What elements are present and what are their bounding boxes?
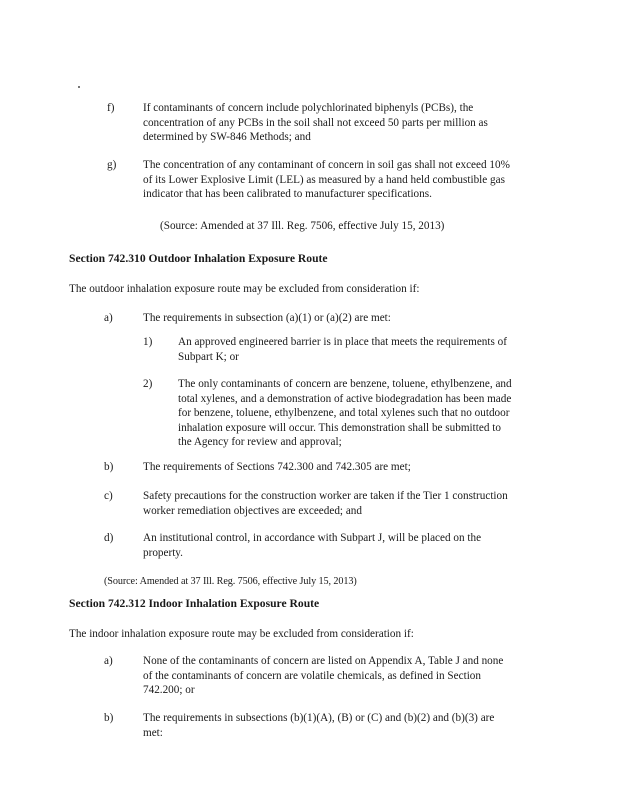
list-item-d: [143, 531, 481, 560]
line: worker remediation objectives are exceeded; and: [143, 504, 362, 517]
list-label-1: 1): [143, 336, 153, 348]
line: Subpart K; or: [178, 350, 239, 363]
list-item-c: [143, 489, 508, 518]
line: indicator that has been calibrated to manufacturer specifications.: [143, 188, 432, 201]
list-label-c: c): [104, 490, 113, 502]
list-label-g: g): [107, 159, 117, 171]
line: of the contaminants of concern are volatile chemicals, as defined in Section: [143, 669, 481, 682]
line: of its Lower Explosive Limit (LEL) as measured by a hand held combustible gas: [143, 173, 505, 186]
line: the Agency for review and approval;: [178, 436, 342, 449]
line: The only contaminants of concern are benzene, toluene, ethylbenzene, and: [178, 378, 512, 390]
line: None of the contaminants of concern are listed on Appendix A, Table J and none: [143, 655, 504, 667]
source-note: (Source: Amended at 37 Ill. Reg. 7506, effective July 15, 2013): [160, 220, 445, 232]
list-item-2: [178, 377, 512, 450]
line: If contaminants of concern include polychlorinated biphenyls (PCBs), the: [143, 102, 474, 114]
source-note: (Source: Amended at 37 Ill. Reg. 7506, effective July 15, 2013): [104, 576, 357, 587]
list-label-a: a): [104, 655, 113, 667]
section-intro: The indoor inhalation exposure route may be excluded from consideration if:: [69, 628, 414, 640]
line: for benzene, toluene, ethylbenzene, and total xylenes such that no outdoor: [178, 407, 510, 420]
list-item-f: [143, 101, 488, 145]
list-label-b: b): [104, 461, 114, 473]
section-heading: Section 742.310 Outdoor Inhalation Exposure Route: [69, 252, 328, 265]
line: Safety precautions for the construction worker are taken if the Tier 1 construction: [143, 490, 508, 502]
list-item-a: [143, 654, 503, 698]
list-label-b: b): [104, 712, 114, 724]
line: An institutional control, in accordance with Subpart J, will be placed on the: [143, 532, 482, 544]
list-item-b: The requirements of Sections 742.300 and 742.305 are met;: [143, 461, 411, 473]
list-label-2: 2): [143, 378, 153, 390]
line: inhalation exposure will occur. This demonstration shall be submitted to: [178, 421, 501, 434]
line: The requirements in subsections (b)(1)(A), (B) or (C) and (b)(2) and (b)(3) are: [143, 712, 495, 724]
list-item-b: [143, 711, 494, 740]
list-label-a: a): [104, 312, 113, 324]
line: An approved engineered barrier is in place that meets the requirements of: [178, 336, 507, 348]
list-item-1: [178, 335, 507, 364]
line: The concentration of any contaminant of concern in soil gas shall not exceed 10%: [143, 159, 510, 171]
line: property.: [143, 546, 183, 559]
line: 742.200; or: [143, 684, 195, 697]
section-heading: Section 742.312 Indoor Inhalation Exposure Route: [69, 597, 320, 610]
list-item-g: [143, 158, 510, 202]
list-label-d: d): [104, 532, 114, 544]
line: determined by SW-846 Methods; and: [143, 131, 311, 144]
section-intro: The outdoor inhalation exposure route may be excluded from consideration if:: [69, 283, 420, 295]
list-item-a: The requirements in subsection (a)(1) or (a)(2) are met:: [143, 312, 391, 324]
list-label-f: f): [107, 102, 115, 114]
line: total xylenes, and a demonstration of active biodegradation has been made: [178, 392, 512, 405]
line: met:: [143, 726, 163, 739]
line: concentration of any PCBs in the soil shall not exceed 50 parts per million as: [143, 116, 488, 129]
stray-mark: [78, 86, 80, 88]
